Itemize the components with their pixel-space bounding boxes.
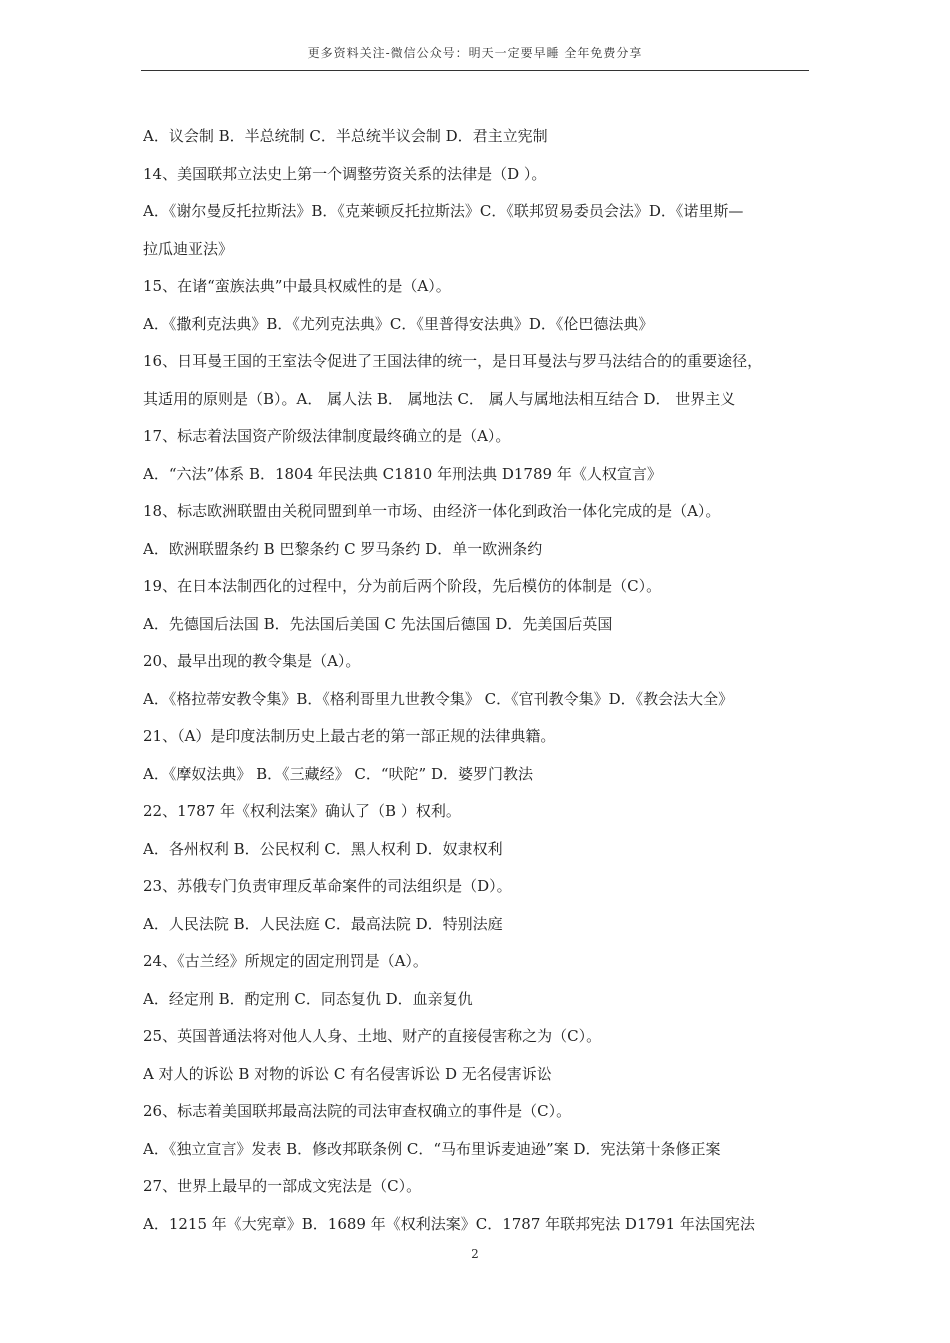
page-header: 更多资料关注-微信公众号：明天一定要早睡 全年免费分享 — [307, 46, 643, 60]
text-line: A．经定刑 B．酌定刑 C．同态复仇 D．血亲复仇 — [143, 989, 473, 1008]
text-line: A．《谢尔曼反托拉斯法》B．《克莱顿反托拉斯法》C．《联邦贸易委员会法》D．《诺里斯— — [143, 202, 744, 220]
page-number: 2 — [471, 1247, 479, 1261]
text-line: 21、（A）是印度法制历史上最古老的第一部正规的法律典籍。 — [143, 727, 556, 745]
text-line: 24、《古兰经》所规定的固定刑罚是（A）。 — [143, 952, 428, 970]
text-line: 17、标志着法国资产阶级法律制度最终确立的是（A）。 — [143, 427, 511, 445]
text-line: A．人民法院 B．人民法庭 C．最高法院 D．特别法庭 — [143, 914, 503, 933]
text-line: A．各州权利 B．公民权利 C．黑人权利 D．奴隶权利 — [143, 839, 503, 858]
text-line: A．欧洲联盟条约 B 巴黎条约 C 罗马条约 D．单一欧洲条约 — [143, 539, 543, 558]
text-line: A．先德国后法国 B．先法国后美国 C 先法国后德国 D．先美国后英国 — [143, 614, 613, 633]
text-line: 22、1787 年《权利法案》确认了（B ）权利。 — [143, 802, 461, 820]
text-line: 其适用的原则是（B）。A． 属人法 B． 属地法 C． 属人与属地法相互结合 D． 世界主义 — [143, 389, 736, 408]
text-line: 25、英国普通法将对他人人身、土地、财产的直接侵害称之为（C）。 — [143, 1027, 602, 1045]
header-divider — [141, 70, 809, 71]
text-line: A．“六法”体系 B．1804 年民法典 C1810 年刑法典 D1789 年《人权宣言》 — [143, 464, 662, 483]
question-list — [143, 118, 813, 1243]
text-line: 拉瓜迪亚法》 — [143, 239, 234, 258]
text-line: A．《格拉蒂安教令集》B．《格利哥里九世教令集》 C．《官刊教令集》D．《教会法大全》 — [143, 689, 734, 708]
text-line: 18、标志欧洲联盟由关税同盟到单一市场、由经济一体化到政治一体化完成的是（A）。 — [143, 502, 721, 520]
text-line: A．《摩奴法典》 B．《三藏经》 C．“吠陀” D．婆罗门教法 — [143, 764, 534, 783]
text-line: 14、美国联邦立法史上第一个调整劳资关系的法律是（D ）。 — [143, 164, 547, 183]
text-line: 19、在日本法制西化的过程中，分为前后两个阶段，先后模仿的体制是（C）。 — [143, 577, 662, 595]
text-line: A．《撒利克法典》B．《尤列克法典》C．《里普得安法典》D．《伦巴德法典》 — [143, 314, 654, 333]
text-line: 27、世界上最早的一部成文宪法是（C）。 — [143, 1177, 422, 1195]
text-line: A．1215 年《大宪章》B．1689 年《权利法案》C．1787 年联邦宪法 D1791 年法国宪法 — [143, 1214, 755, 1233]
text-line: 26、标志着美国联邦最高法院的司法审查权确立的事件是（C）。 — [143, 1102, 572, 1120]
text-line: A．议会制 B．半总统制 C．半总统半议会制 D．君主立宪制 — [143, 127, 548, 145]
text-line: 20、最早出现的教令集是（A）。 — [143, 652, 361, 670]
text-line: A．《独立宣言》发表 B．修改邦联条例 C．“马布里诉麦迪逊”案 D．宪法第十条修正案 — [143, 1139, 721, 1158]
text-line: A 对人的诉讼 B 对物的诉讼 C 有名侵害诉讼 D 无名侵害诉讼 — [143, 1064, 552, 1083]
text-line: 23、苏俄专门负责审理反革命案件的司法组织是（D）。 — [143, 877, 512, 895]
text-line: 15、在诸“蛮族法典”中最具权威性的是（A）。 — [143, 277, 451, 295]
text-line: 16、日耳曼王国的王室法令促进了王国法律的统一，是日耳曼法与罗马法结合的的重要途径， — [143, 352, 763, 370]
